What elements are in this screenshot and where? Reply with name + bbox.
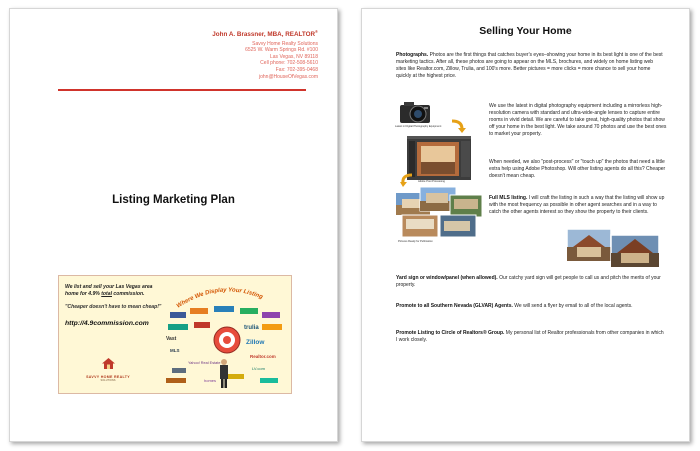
email-address: john@HouseOfVegas.com xyxy=(259,73,318,80)
photoshop-screenshot xyxy=(407,136,471,180)
circle-of-realtors-paragraph: Promote Listing to Circle of Realtors® Group. My personal list of Realtor professionals from other companies in which I work closely. xyxy=(396,330,664,343)
publication-photos xyxy=(396,187,482,239)
document-page-right xyxy=(361,8,690,442)
site-label-7: homes xyxy=(204,378,217,383)
site-label-4: MLS xyxy=(170,348,180,353)
promo-flyer xyxy=(58,275,292,394)
post-process-paragraph: When needed, we also "post-process" or "touch up" the photos that need a little extra help using Adobe Photoshop. Will other listing agents do all this? Cheaper doesn't mean cheap. xyxy=(489,159,666,179)
equipment-paragraph: We use the latest in digital photography equipment including a mirrorless high-resolution camera with standard and ultra-wide-angle lenses to capture entire rooms in vivid detail. We are careful to take great, high-quality photos that show off your home in the best light. We take around 70 photos and use the best ones to market your property. xyxy=(489,103,667,137)
house-icon xyxy=(102,358,115,369)
graphic-heading: Where We Display Your Listing xyxy=(175,287,264,310)
fax-number: Fax: 702-395-0468 xyxy=(275,67,318,74)
agent-figure xyxy=(220,359,228,388)
site-label-1: Zillow xyxy=(246,339,265,346)
contact-block xyxy=(212,29,318,80)
flow-arrow-icon-2 xyxy=(400,173,414,187)
mls-paragraph: Full MLS listing. I will craft the listing in such a way that the listing will show up with the most frequency as possible in other agent searches and in a way to catch the other agents interest so they show the property to their clients. xyxy=(489,195,665,215)
camera-caption: Latest in Digital Photography Equipment xyxy=(395,125,442,128)
process-caption: Adobe Post Processing xyxy=(418,180,445,183)
yard-sign-paragraph: Yard sign or window/panel (when allowed). Our catchy yard sign will get people to call us and pitch the merits of your property. xyxy=(396,275,661,288)
listing-sites-graphic xyxy=(164,278,288,390)
photographs-paragraph: Photographs. Photos are the first things that catches buyer's eyes–showing your home in its best light is one of the best marketing tactics. After all, these photos are going to appear on the MLS, brochures, and widely on home listing web sites like Realtor.com, Zillow, Trulia, and 100's more. Better pictures = more clicks = more chance to sell your home quickly at the highest price. xyxy=(396,52,663,79)
site-label-6: LV.com xyxy=(252,366,265,371)
site-label-3: Realtor.com xyxy=(250,354,276,359)
site-label-2: Vast xyxy=(166,336,177,342)
agent-name: John A. Brassner, MBA, REALTOR® xyxy=(212,29,318,39)
site-label-0: trulia xyxy=(244,325,259,331)
publication-caption: Pictures Ready for Publication xyxy=(398,240,433,243)
cell-phone: Cell phone: 702-508-5610 xyxy=(260,60,318,67)
city-address: Las Vegas, NV 89118 xyxy=(270,53,318,60)
header-divider xyxy=(58,89,306,91)
document-title: Listing Marketing Plan xyxy=(112,194,235,206)
flow-arrow-icon xyxy=(450,119,466,133)
company-name: Savvy Home Realty Solutions xyxy=(252,40,318,47)
savvy-home-logo: SAVVY HOME REALTY SOLUTIONS xyxy=(83,356,133,382)
promote-agents-paragraph: Promote to all Southern Nevada (GLVAR) Agents. We will send a flyer by email to all of the local agents. xyxy=(396,303,633,309)
flyer-tagline: We list and sell your Las Vegas area home for 4.9% total commission. xyxy=(65,284,153,297)
site-label-5: Yahoo! Real Estate xyxy=(188,361,221,365)
camera-photo xyxy=(398,99,436,125)
street-address: 6525 W. Warm Springs Rd. #100 xyxy=(245,47,318,54)
flyer-quote: "Cheaper doesn't have to mean cheap!" xyxy=(65,304,162,311)
document-page-left xyxy=(9,8,338,442)
section-title: Selling Your Home xyxy=(479,25,572,37)
home-photos xyxy=(567,225,661,269)
flyer-url: http://4.9commission.com xyxy=(65,320,149,328)
